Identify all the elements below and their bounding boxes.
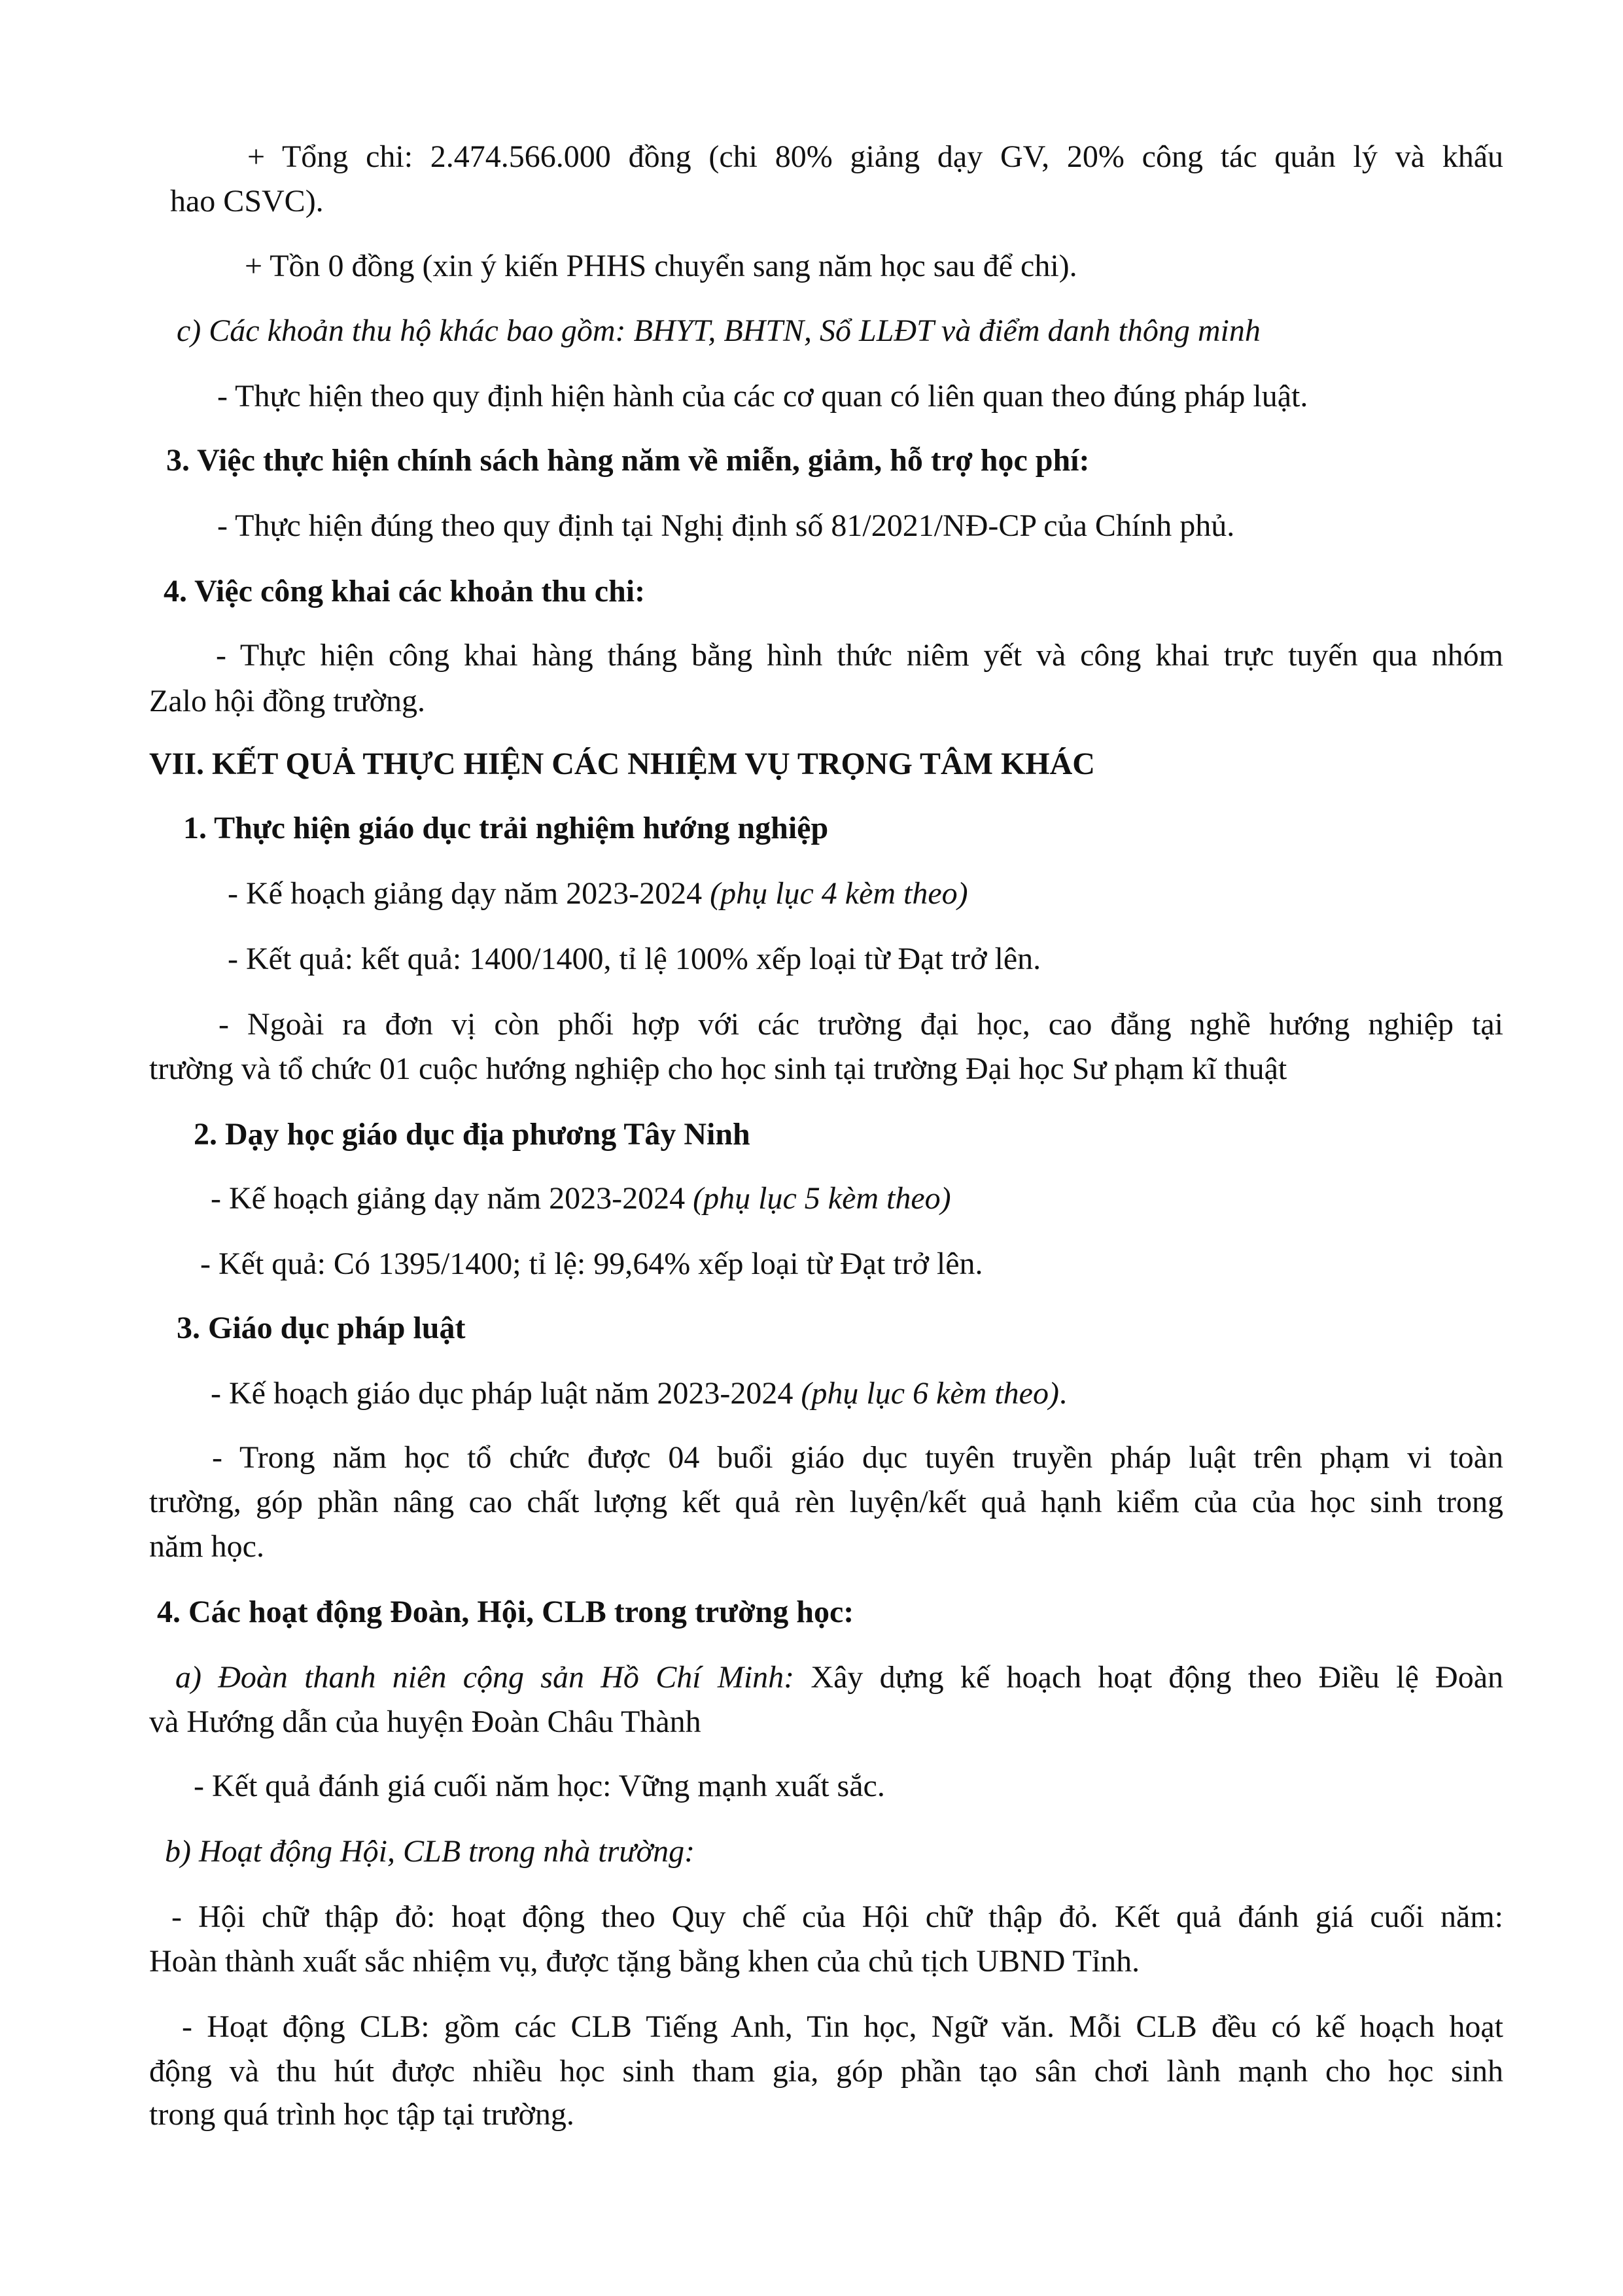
appendix-4-note: (phụ lục 4 kèm theo) [710, 876, 968, 911]
disclosure-line: - Thực hiện công khai hàng tháng bằng hình thức niêm yết và công khai trực tuyến qua nhóm [216, 638, 1503, 673]
law-education-line-cont: trường, góp phần nâng cao chất lượng kết quả rèn luyện/kết quả hạnh kiểm của của học sinh trong [149, 1485, 1503, 1519]
item-4-heading: 4. Các hoạt động Đoàn, Hội, CLB trong trường học: [157, 1595, 854, 1629]
youth-union-result: - Kết quả đánh giá cuối năm học: Vững mạnh xuất sắc. [194, 1769, 885, 1803]
decree-line: - Thực hiện đúng theo quy định tại Nghị định số 81/2021/NĐ-CP của Chính phủ. [217, 508, 1235, 543]
section-3-heading: 3. Việc thực hiện chính sách hàng năm về miễn, giảm, hỗ trợ học phí: [166, 443, 1090, 478]
disclosure-line-cont: Zalo hội đồng trường. [149, 684, 426, 718]
item-2-plan-text: - Kế hoạch giảng dạy năm 2023-2024 [211, 1181, 693, 1216]
item-3-plan-end: . [1058, 1376, 1067, 1411]
item-1-plan-text: - Kế hoạch giảng dạy năm 2023-2024 [228, 876, 710, 911]
item-1-plan-line [228, 873, 968, 915]
youth-union-line [175, 1657, 1503, 1699]
appendix-6-note: (phụ lục 6 kèm theo) [801, 1376, 1059, 1411]
regulation-line: - Thực hiện theo quy định hiện hành của các cơ quan có liên quan theo đúng pháp luật. [217, 379, 1308, 414]
career-cooperation-line-cont: trường và tổ chức 01 cuộc hướng nghiệp cho học sinh tại trường Đại học Sư phạm kĩ thuật [149, 1051, 1287, 1086]
item-3-heading: 3. Giáo dục pháp luật [177, 1311, 466, 1345]
balance-line: + Tồn 0 đồng (xin ý kiến PHHS chuyển sang năm học sau để chi). [245, 249, 1077, 283]
subsection-c-heading: c) Các khoản thu hộ khác bao gồm: BHYT, BHTN, Sổ LLĐT và điểm danh thông minh [177, 313, 1261, 348]
law-education-line: - Trong năm học tổ chức được 04 buổi giáo dục tuyên truyền pháp luật trên phạm vi toàn [212, 1440, 1503, 1475]
red-cross-line-cont: Hoàn thành xuất sắc nhiệm vụ, được tặng bằng khen của chủ tịch UBND Tỉnh. [149, 1944, 1140, 1979]
career-cooperation-line: - Ngoài ra đơn vị còn phối hợp với các trường đại học, cao đẳng nghề hướng nghiệp tại [218, 1007, 1503, 1042]
youth-union-label: a) Đoàn thanh niên cộng sản Hồ Chí Minh: [175, 1660, 795, 1695]
appendix-5-note: (phụ lục 5 kèm theo) [693, 1181, 951, 1216]
section-4-heading: 4. Việc công khai các khoản thu chi: [164, 574, 646, 609]
item-1-heading: 1. Thực hiện giáo dục trải nghiệm hướng nghiệp [183, 811, 829, 845]
youth-union-line-cont: và Hướng dẫn của huyện Đoàn Châu Thành [149, 1704, 701, 1739]
item-2-heading: 2. Dạy học giáo dục địa phương Tây Ninh [194, 1117, 750, 1152]
item-2-result-line: - Kết quả: Có 1395/1400; tỉ lệ: 99,64% xếp loại từ Đạt trở lên. [200, 1246, 983, 1281]
chapter-vii-heading: VII. KẾT QUẢ THỰC HIỆN CÁC NHIỆM VỤ TRỌNG TÂM KHÁC [149, 747, 1095, 781]
item-3-plan-text: - Kế hoạch giáo dục pháp luật năm 2023-2024 [211, 1376, 801, 1411]
youth-union-text: Xây dựng kế hoạch hoạt động theo Điều lệ Đoàn [794, 1660, 1503, 1695]
item-1-result-line: - Kết quả: kết quả: 1400/1400, tỉ lệ 100% xếp loại từ Đạt trở lên. [228, 942, 1041, 976]
total-expense-line-cont: hao CSVC). [170, 184, 324, 219]
clubs-line: - Hoạt động CLB: gồm các CLB Tiếng Anh, Tin học, Ngữ văn. Mỗi CLB đều có kế hoạch hoạt [182, 2009, 1503, 2044]
red-cross-line: - Hội chữ thập đỏ: hoạt động theo Quy chế của Hội chữ thập đỏ. Kết quả đánh giá cuối năm: [171, 1899, 1503, 1934]
subsection-b-heading: b) Hoạt động Hội, CLB trong nhà trường: [165, 1834, 695, 1869]
item-2-plan-line [211, 1178, 951, 1220]
total-expense-line: + Tổng chi: 2.474.566.000 đồng (chi 80% giảng dạy GV, 20% công tác quản lý và khấu [247, 139, 1503, 174]
item-3-plan-line [211, 1373, 1067, 1415]
clubs-line-end: trong quá trình học tập tại trường. [149, 2097, 574, 2132]
clubs-line-cont: động và thu hút được nhiều học sinh tham gia, góp phần tạo sân chơi lành mạnh cho học sinh [149, 2054, 1503, 2089]
law-education-line-end: năm học. [149, 1529, 264, 1564]
